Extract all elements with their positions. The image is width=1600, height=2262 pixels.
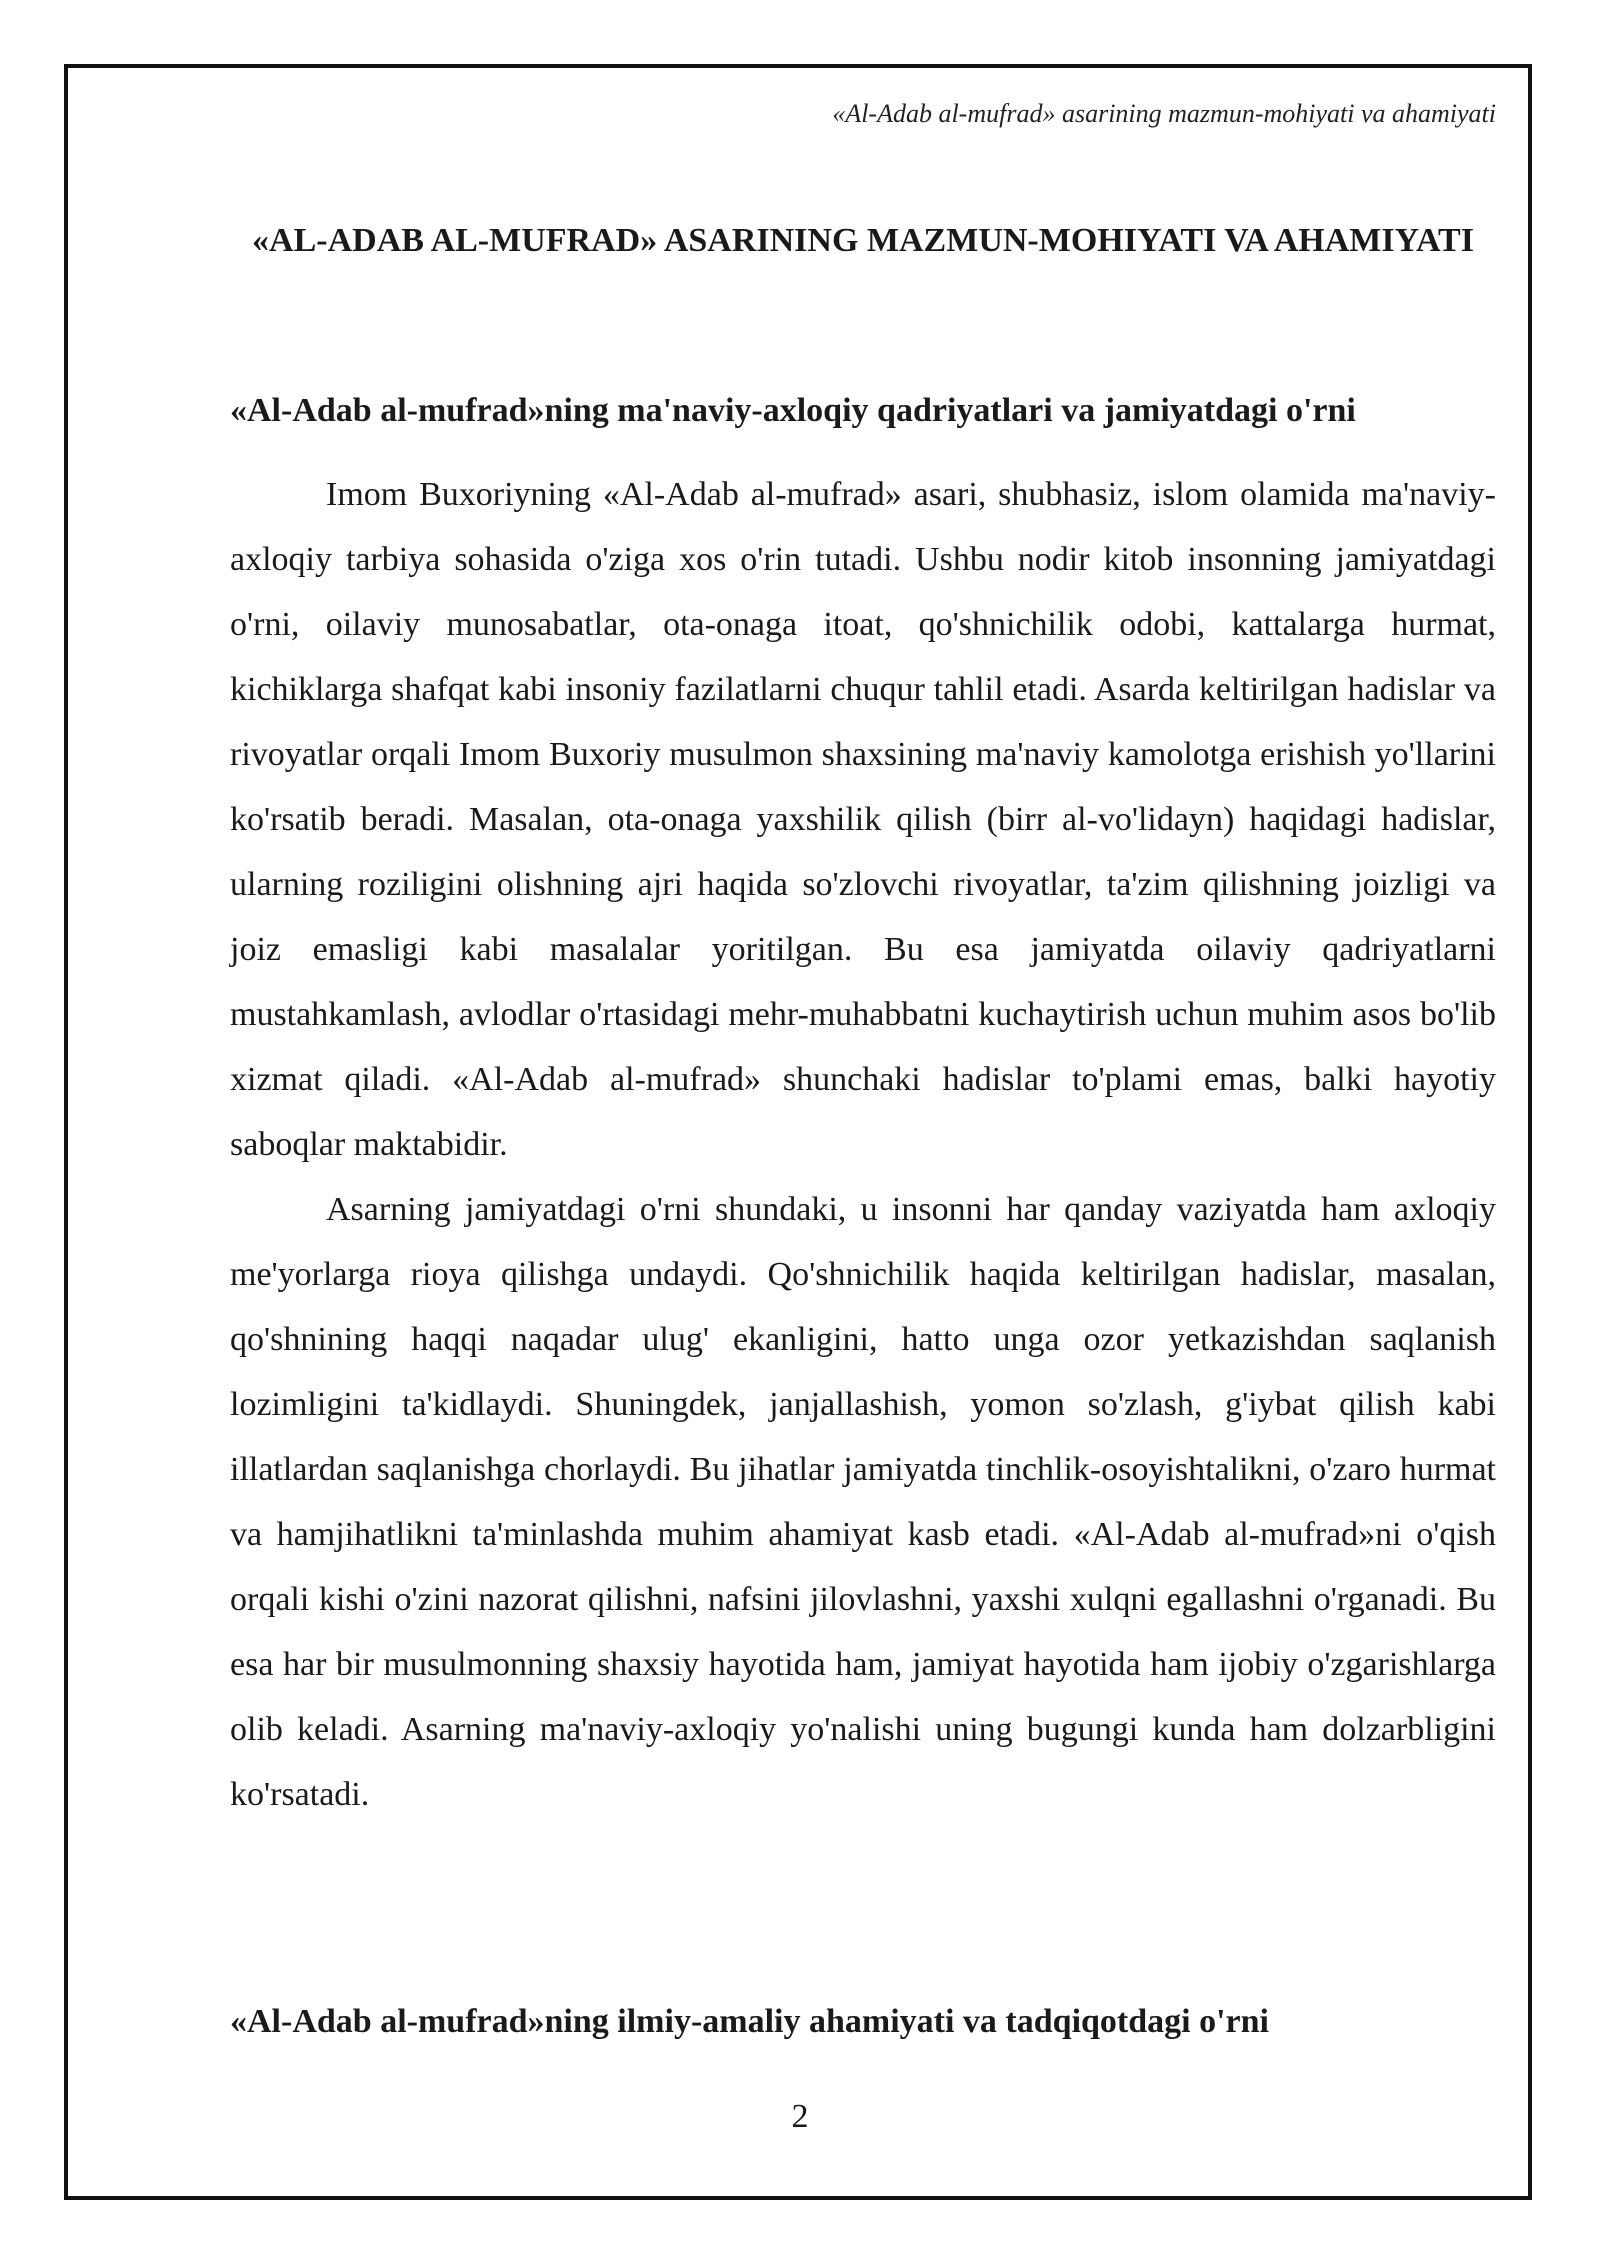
body-paragraph: Imom Buxoriyning «Al-Adab al-mufrad» asari, shubhasiz, islom olamida ma'naviy-axloqiy tarbiya sohasida o'ziga xos o'rin tutadi. Ushbu nodir kitob insonning jamiyatdagi o'rni, oilaviy munosabatlar, ota-onaga itoat, qo'shnichilik odobi, kattalarga hurmat, kichiklarga shafqat kabi insoniy fazilatlarni chuqur tahlil etadi. Asarda keltirilgan hadislar va rivoyatlar orqali Imom Buxoriy musulmon shaxsining ma'naviy kamolotga erishish yo'llarini ko'rsatib beradi. Masalan, ota-onaga yaxshilik qilish (birr al-vo'lidayn) haqidagi hadislar, ularning roziligini olishning ajri haqida so'zlovchi rivoyatlar, ta'zim qilishning joizligi va joiz emasligi kabi masalalar yoritilgan. Bu esa jamiyatda oilaviy qadriyatlarni mustahkamlash, avlodlar o'rtasidagi mehr-muhabbatni kuchaytirish uchun muhim asos bo'lib xizmat qiladi. «Al-Adab al-mufrad» shunchaki hadislar to'plami emas, balki hayotiy saboqlar maktabidir. xyxy=(230,476,1496,1163)
running-header: «Al-Adab al-mufrad» asarining mazmun-mohiyati va ahamiyati xyxy=(832,99,1496,128)
section-body xyxy=(230,462,1496,1827)
body-paragraph: Asarning jamiyatdagi o'rni shundaki, u insonni har qanday vaziyatda ham axloqiy me'yorlarga rioya qilishga undaydi. Qo'shnichilik haqida keltirilgan hadislar, masalan, qo'shnining haqqi naqadar ulug' ekanligini, hatto unga ozor yetkazishdan saqlanish lozimligini ta'kidlaydi. Shuningdek, janjallashish, yomon so'zlash, g'iybat qilish kabi illatlardan saqlanishga chorlaydi. Bu jihatlar jamiyatda tinchlik-osoyishtalikni, o'zaro hurmat va hamjihatlikni ta'minlashda muhim ahamiyat kasb etadi. «Al-Adab al-mufrad»ni o'qish orqali kishi o'zini nazorat qilishni, nafsini jilovlashni, yaxshi xulqni egallashni o'rganadi. Bu esa har bir musulmonning shaxsiy hayotida ham, jamiyat hayotida ham ijobiy o'zgarishlarga olib keladi. Asarning ma'naviy-axloqiy yo'nalishi uning bugungi kunda ham dolzarbligini ko'rsatadi. xyxy=(230,1191,1496,1813)
document-title: «AL-ADAB AL-MUFRAD» ASARINING MAZMUN-MOHIYATI VA AHAMIYATI xyxy=(252,222,1474,259)
section-heading: «Al-Adab al-mufrad»ning ilmiy-amaliy ahamiyati va tadqiqotdagi o'rni xyxy=(230,2003,1269,2040)
page-number: 2 xyxy=(791,2098,809,2135)
section-heading: «Al-Adab al-mufrad»ning ma'naviy-axloqiy qadriyatlari va jamiyatdagi o'rni xyxy=(230,392,1356,429)
